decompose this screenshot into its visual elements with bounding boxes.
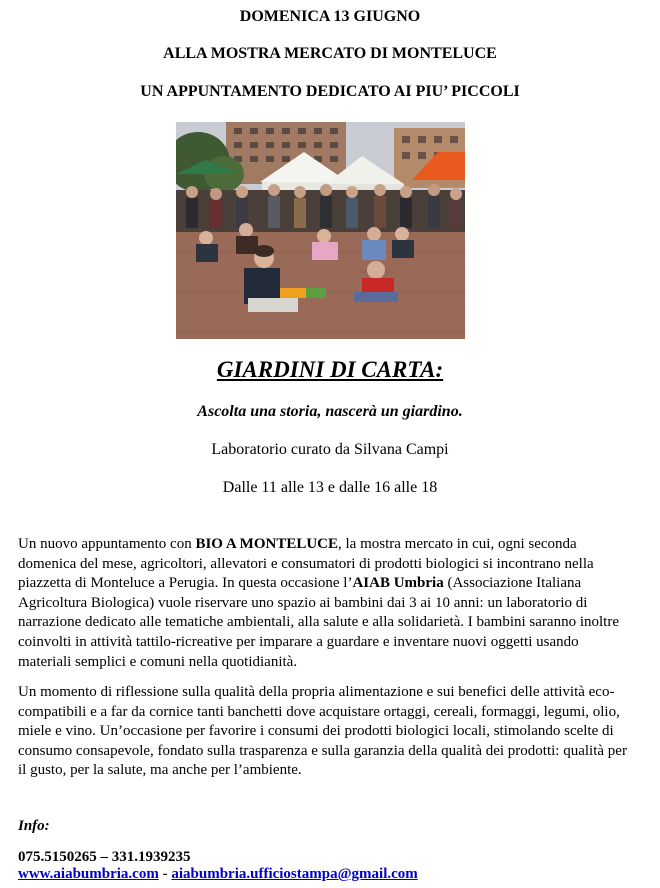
header-venue: ALLA MOSTRA MERCATO DI MONTELUCE bbox=[163, 45, 497, 62]
event-subtitle: Ascolta una storia, nascerà un giardino. bbox=[197, 403, 463, 420]
aiab-umbria-label: AIAB Umbria bbox=[352, 575, 444, 592]
email-link[interactable]: aiabumbria.ufficiostampa@gmail.com bbox=[171, 866, 418, 882]
event-title: GIARDINI DI CARTA: bbox=[216, 357, 444, 382]
event-photo bbox=[176, 122, 465, 339]
header-tagline: UN APPUNTAMENTO DEDICATO AI PIU’ PICCOLI bbox=[140, 83, 520, 100]
contact-links bbox=[18, 866, 418, 883]
event-times: Dalle 11 alle 13 e dalle 16 alle 18 bbox=[222, 479, 438, 496]
second-paragraph: Un momento di riflessione sulla qualità della propria alimentazione e sui benefici delle attività eco-compatibili e a far da cornice tanti banchetti dove acquistare ortaggi, cereali, formaggi, legumi, olio, miele e vino. Un’occasione per favorire i consumi dei prodotti biologici locali, stimolando scelte di consumo consapevole, fondato sulla trasparenza e sulla garanzia della qualità dei prodotti: qualità per il gusto, per la salute, ma anche per l’ambiente. bbox=[18, 684, 627, 779]
link-separator: - bbox=[158, 866, 172, 882]
intro-text-3: (Associazione Italiana Agricoltura Biologica) vuole riservare uno spazio ai bambini dai 3 ai 10 anni: un laboratorio di narrazione dedicato alle tematiche ambientali, alla salute e alla solidarietà. I bambini saranno inoltre coinvolti in attività tattilo-ricreative per imparare a guardare e inventare nuovi oggetti usando materiali semplici e comuni nella quotidianità. bbox=[18, 575, 619, 670]
phone-numbers: 075.5150265 – 331.1939235 bbox=[18, 849, 191, 865]
intro-text-1: Un nuovo appuntamento con bbox=[18, 536, 196, 552]
bio-a-monteluce-label: BIO A MONTELUCE bbox=[195, 536, 338, 552]
header-date: DOMENICA 13 GIUGNO bbox=[239, 8, 421, 25]
intro-text-2: , la mostra mercato in cui, ogni seconda domenica del mese, agricoltori, allevatori e consumatori di prodotti biologici si incontrano nella piazzetta di Monteluce a Perugia. In questa occasione l’ bbox=[18, 536, 594, 592]
website-link[interactable]: www.aiabumbria.com bbox=[18, 866, 159, 882]
event-curator: Laboratorio curato da Silvana Campi bbox=[211, 441, 449, 458]
info-label: Info: bbox=[18, 818, 50, 834]
intro-paragraph bbox=[18, 535, 628, 672]
